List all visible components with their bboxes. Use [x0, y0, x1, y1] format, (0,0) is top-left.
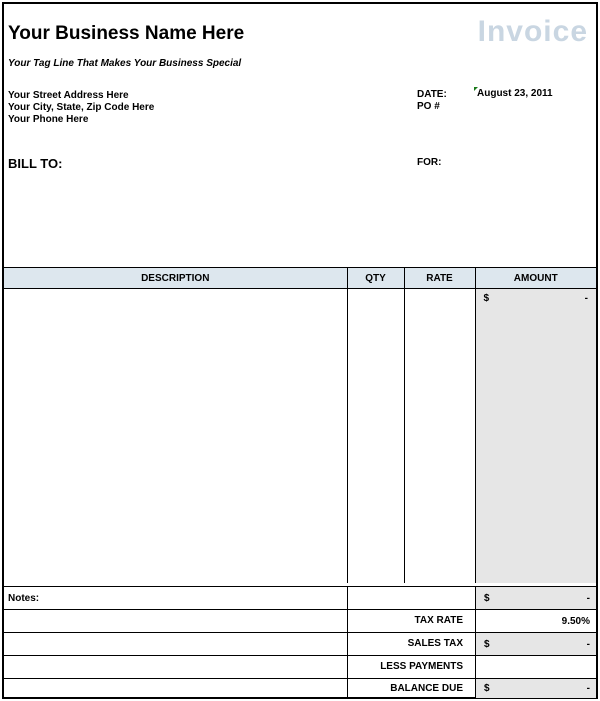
tax-rate-row — [4, 609, 596, 632]
balance-due-row — [4, 678, 596, 698]
table-header-row — [4, 268, 596, 289]
subtotal-value: - — [586, 592, 590, 604]
rate-cell[interactable] — [404, 289, 475, 584]
street-address[interactable]: Your Street Address Here — [8, 90, 129, 101]
for-label: FOR: — [417, 157, 442, 168]
invoice-title: Invoice — [477, 15, 588, 48]
balance-due-label: BALANCE DUE — [390, 683, 463, 694]
less-payments-row — [4, 655, 596, 678]
column-header-description: DESCRIPTION — [4, 268, 347, 289]
sales-tax-label: SALES TAX — [407, 638, 463, 649]
sales-tax-currency: $ — [484, 638, 490, 650]
amount-value: - — [584, 293, 588, 304]
column-header-amount: AMOUNT — [475, 268, 596, 289]
date-label: DATE: — [417, 89, 447, 100]
balance-value: - — [586, 683, 590, 694]
date-value[interactable]: August 23, 2011 — [477, 88, 553, 99]
sales-tax-value: - — [586, 638, 590, 650]
city-state-zip[interactable]: Your City, State, Zip Code Here — [8, 102, 155, 113]
po-label: PO # — [417, 101, 440, 112]
tax-rate-cell[interactable] — [475, 610, 596, 632]
invoice-sheet — [2, 2, 598, 699]
table-row — [4, 289, 596, 584]
business-tagline[interactable]: Your Tag Line That Makes Your Business Special — [8, 58, 242, 69]
business-name[interactable]: Your Business Name Here — [8, 23, 245, 44]
notes-line[interactable] — [4, 610, 348, 632]
notes-line[interactable] — [4, 679, 348, 698]
tax-rate-label: TAX RATE — [414, 615, 463, 626]
column-header-rate: RATE — [404, 268, 475, 289]
amount-currency: $ — [483, 293, 490, 304]
subtotal-currency: $ — [484, 592, 490, 604]
line-items-table — [4, 267, 596, 583]
amount-cell — [475, 289, 596, 584]
notes-label: Notes: — [8, 593, 40, 604]
less-payments-label: LESS PAYMENTS — [380, 661, 463, 672]
sales-tax-value-cell — [475, 633, 596, 655]
notes-line[interactable] — [4, 633, 348, 655]
less-payments-cell[interactable] — [475, 656, 596, 678]
tax-rate-value[interactable]: 9.50% — [561, 615, 590, 627]
subtotal-row — [4, 586, 596, 609]
phone-number[interactable]: Your Phone Here — [8, 114, 89, 125]
balance-currency: $ — [484, 683, 490, 694]
qty-cell[interactable] — [347, 289, 404, 584]
notes-cell[interactable] — [4, 587, 348, 609]
column-header-qty: QTY — [347, 268, 404, 289]
notes-line[interactable] — [4, 656, 348, 678]
subtotal-value-cell — [475, 587, 596, 609]
description-cell[interactable] — [4, 289, 347, 584]
balance-due-value-cell — [475, 679, 596, 698]
bill-to-label: BILL TO: — [8, 156, 63, 171]
sales-tax-row — [4, 632, 596, 655]
